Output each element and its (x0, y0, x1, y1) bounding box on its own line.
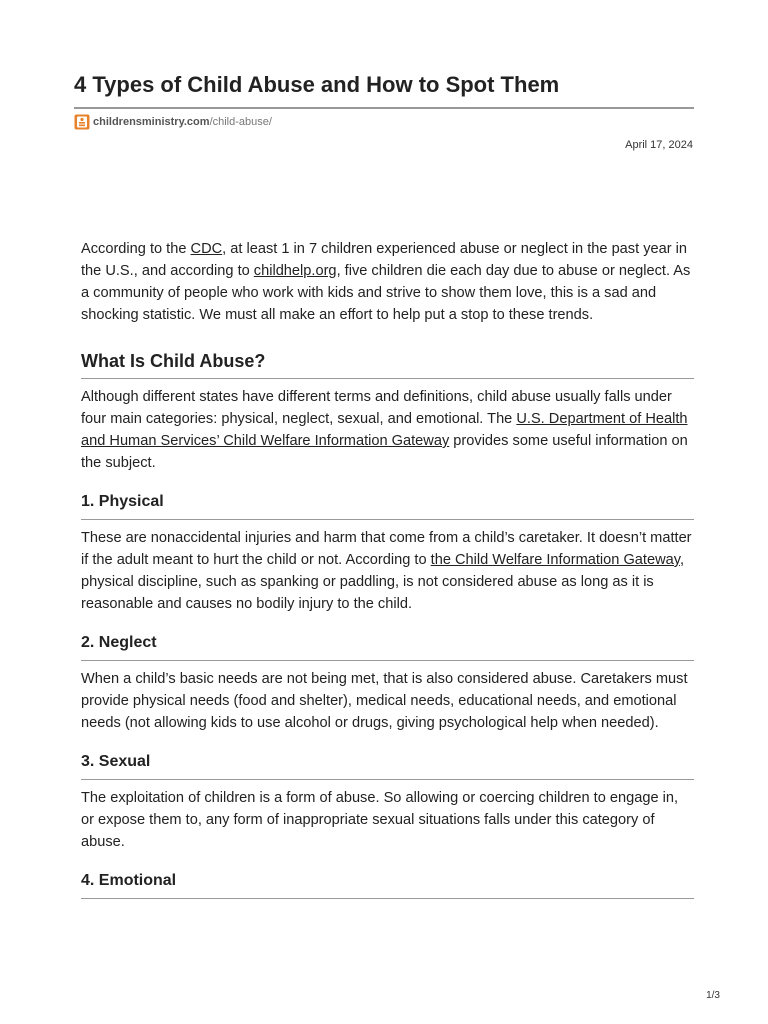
source-path: /child-abuse/ (209, 116, 272, 128)
page-number: 1/3 (706, 990, 720, 1001)
physical-paragraph (81, 527, 694, 615)
section-emotional (81, 870, 694, 899)
sexual-heading: 3. Sexual (81, 751, 694, 780)
childhelp-link[interactable]: childhelp.org (253, 263, 337, 279)
sexual-paragraph: The exploitation of children is a form of abuse. So allowing or coercing children to engage in, or expose them to, any form of inappropriate sexual situations falls under this category of abuse. (81, 790, 679, 850)
intro-paragraph (81, 238, 694, 326)
section-physical (81, 491, 694, 615)
gateway-link[interactable]: the Child Welfare Information Gateway (430, 552, 680, 568)
article-title: 4 Types of Child Abuse and How to Spot Them (74, 72, 560, 97)
source-line (74, 113, 272, 131)
cdc-link[interactable]: CDC (190, 241, 223, 257)
section-sexual (81, 751, 694, 853)
what-is-paragraph (81, 386, 694, 474)
intro-text-1: According to the (81, 241, 191, 257)
section-what-is (81, 349, 694, 474)
source-domain-link[interactable]: childrensministry.com (93, 116, 210, 128)
emotional-heading: 4. Emotional (81, 870, 694, 899)
intro-text-3: , five children die each day due to abuse or neglect. As a community of people who work with kids and strive to show them love, this is a sad and shocking statistic. We must all make an effort to help put a stop to these trends. (81, 263, 691, 323)
neglect-heading: 2. Neglect (81, 632, 694, 661)
site-favicon-icon (74, 114, 90, 130)
intro-text-2: , at least 1 in 7 children experienced abuse or neglect in the past year in the U.S., and according to (81, 241, 688, 279)
what-is-text-1: Although different states have different terms and definitions, child abuse usually falls under four main categories: physical, neglect, sexual, and emotional. The (81, 389, 672, 427)
hhs-gateway-link[interactable]: U.S. Department of Health and Human Services’ Child Welfare Information Gateway (81, 411, 688, 449)
what-is-text-2: provides some useful information on the subject. (81, 433, 688, 471)
article-body (81, 238, 694, 916)
physical-heading: 1. Physical (81, 491, 694, 520)
title-divider (74, 107, 694, 109)
physical-text-2: , physical discipline, such as spanking or paddling, is not considered abuse as long as it is reasonable and causes no bodily injury to the child. (81, 552, 685, 612)
publish-date: April 17, 2024 (625, 139, 693, 151)
physical-text-1: These are nonaccidental injuries and harm that come from a child’s caretaker. It doesn’t matter if the adult meant to hurt the child or not. According to (81, 530, 692, 568)
neglect-paragraph: When a child’s basic needs are not being met, that is also considered abuse. Caretakers must provide physical needs (food and shelter), medical needs, educational needs, and emotional needs (not allowing kids to use alcohol or drugs, giving psychological help when needed). (81, 671, 688, 731)
what-is-heading: What Is Child Abuse? (81, 349, 694, 379)
section-neglect (81, 632, 694, 734)
